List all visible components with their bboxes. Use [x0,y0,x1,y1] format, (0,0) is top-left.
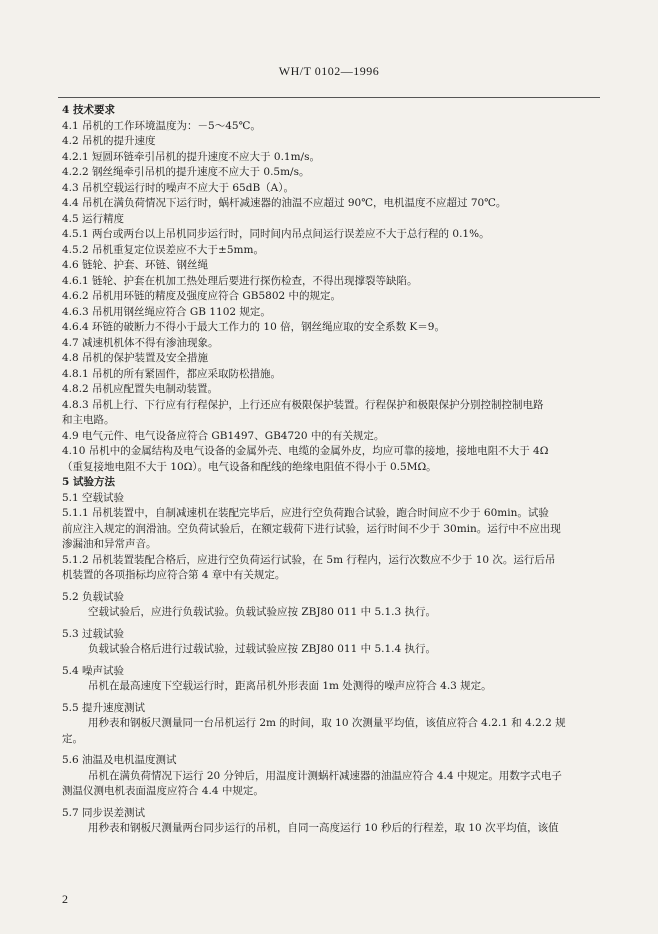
text-line: 4.8.3 吊机上行、下行应有行程保护，上行还应有极限保护装置。行程保护和极限保护分别控制控制电路 [62,398,544,411]
header-rule [58,97,600,98]
text-line: 4 技术要求 [62,104,115,116]
text-line: 4.10 吊机中的金属结构及电气设备的金属外壳、电缆的金属外皮，均应可靠的接地，接地电阻不大于 4Ω [62,445,549,457]
text-line: 4.6 链轮、护套、环链、钢丝绳 [62,259,209,271]
text-line: 4.4 吊机在满负荷情况下运行时，蜗杆减速器的油温不应超过 90℃，电机温度不应超过 70℃。 [62,197,507,209]
text-line: 5.4 噪声试验 [62,664,125,677]
text-line: 5.1.2 吊机装置装配合格后，应进行空负荷运行试验，在 5m 行程内，运行次数应不少于 10 次。运行后吊 [62,553,556,566]
text-line: 4.5.1 两台或两台以上吊机同步运行时，同时间内吊点间运行误差应不大于总行程的 0.1%。 [62,228,490,240]
text-line: 4.8.1 吊机的所有紧固件，都应采取防松措施。 [62,367,282,380]
text-line: 4.6.3 吊机用钢丝绳应符合 GB 1102 规定。 [62,305,271,318]
text-line: 4.6.4 环链的破断力不得小于最大工作力的 10 倍，钢丝绳应取的安全系数 K＝9。 [62,321,445,333]
text-line: 5.2 负载试验 [62,590,125,603]
page-number: 2 [62,892,68,906]
text-line: 5.5 提升速度测试 [62,701,146,714]
text-line: 4.8 吊机的保护装置及安全措施 [62,352,209,364]
text-line: 4.2 吊机的提升速度 [62,135,156,147]
text-line: 4.5.2 吊机重复定位误差应不大于±5mm。 [62,243,264,256]
text-line: 5.3 过载试验 [62,627,125,640]
page-header: WH/T 0102—1996 [278,64,380,78]
text-line: 4.1 吊机的工作环境温度为：－5～45℃。 [62,119,261,132]
text-line: 5.6 油温及电机温度测试 [62,754,177,766]
text-line: 前应注入规定的润滑油。空负荷试验后，在额定载荷下进行试验，运行时间不少于 30min。运行中不应出现 [62,522,561,535]
text-line: 吊机在满负荷情况下运行 20 分钟后，用温度计测蜗杆减速器的油温应符合 4.4 中规定。用数字式电子 [88,769,562,782]
text-line: 渗漏油和异常声音。 [62,538,157,550]
text-line: 和主电路。 [62,414,115,426]
document-body [62,103,602,837]
text-line: 4.8.2 吊机应配置失电制动装置。 [62,383,219,395]
text-line: 4.2.2 钢丝绳牵引吊机的提升速度不应大于 0.5m/s。 [62,166,310,178]
text-line: 5 试验方法 [62,476,115,488]
text-line: 负载试验合格后进行过载试验，过载试验应按 ZBJ80 011 中 5.1.4 执行。 [88,643,437,655]
text-line: 机装置的各项指标均应符合第 4 章中有关规定。 [62,569,286,581]
text-line: 5.7 同步误差测试 [62,806,146,819]
text-line: （重复接地电阻不大于 10Ω）。电气设备和配线的绝缘电阻值不得小于 0.5MΩ。 [62,460,437,473]
text-line: 测温仪测电机表面温度应符合 4.4 中规定。 [62,785,264,797]
text-line: 4.6.1 链轮、护套在机加工热处理后要进行探伤检查，不得出现撑裂等缺陷。 [62,274,418,287]
text-line: 4.6.2 吊机用环链的精度及强度应符合 GB5802 中的规定。 [62,290,342,302]
text-line: 吊机在最高速度下空载运行时，距离吊机外形表面 1m 处测得的噪声应符合 4.3 规定。 [88,680,492,692]
text-line: 4.3 吊机空载运行时的噪声不应大于 65dB（A）。 [62,181,295,194]
text-line: 5.1 空载试验 [62,491,125,504]
text-line: 4.9 电气元件、电气设备应符合 GB1497、GB4720 中的有关规定。 [62,429,385,442]
text-line: 5.1.1 吊机装置中，自制减速机在装配完毕后，应进行空负荷跑合试验，跑合时间应不少于 60min。试验 [62,507,549,519]
text-line: 4.2.1 短圆环链牵引吊机的提升速度不应大于 0.1m/s。 [62,150,320,163]
text-line: 空载试验后，应进行负载试验。负载试验应按 ZBJ80 011 中 5.1.3 执行。 [88,606,437,618]
text-line: 用秒表和钢板尺测量同一台吊机运行 2m 的时间，取 10 次测量平均值，该值应符合 4.2.1 和 4.2.2 规 [88,717,566,729]
text-line: 定。 [62,732,83,745]
text-line: 用秒表和钢板尺测量两台同步运行的吊机，自同一高度运行 10 秒后的行程差，取 10 次平均值，该值 [88,822,559,834]
text-line: 4.7 减速机机体不得有渗油现象。 [62,336,219,349]
text-line: 4.5 运行精度 [62,212,125,225]
